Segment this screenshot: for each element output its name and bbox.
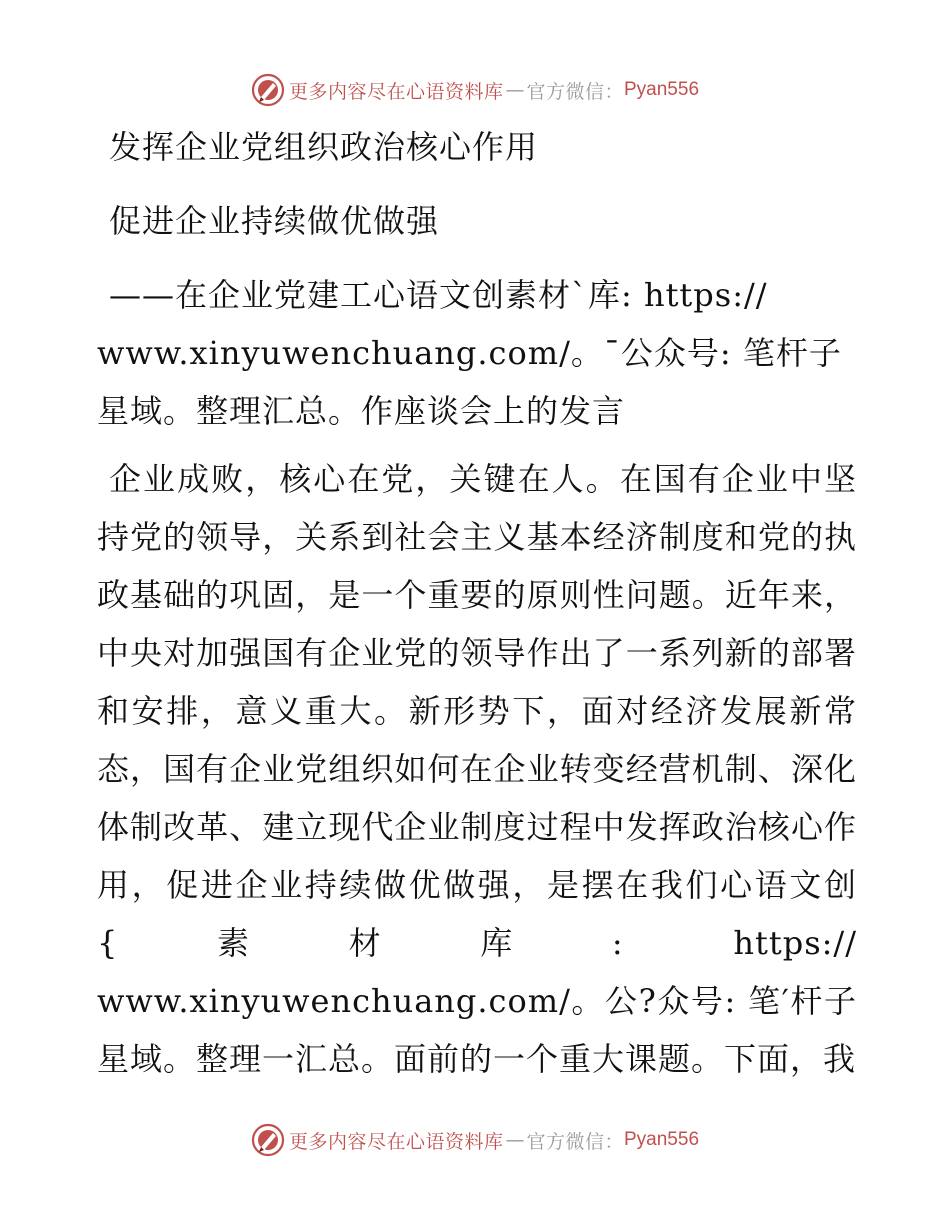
document-paragraph: 企业成败，核心在党，关键在人。在国有企业中坚持党的领导，关系到社会主义基本经济制度和党的执政基础的巩固，是一个重要的原则性问题。近年来，中央对加强国有企业党的领导作出了一系列新的部署和安排，意义重大。新形势下，面对经济发展新常态，国有企业党组织如何在企业转变经营机制、深化体制改革、建立现代企业制度过程中发挥政治核心作用，促进企业持续做优做强，是摆在我们心语文创{素材库: https:// www.xinyuwenchuang.com/。公?众号: 笔′杆子星域。整理一汇总。面前的一个重大课题。下面，我 [97, 460, 857, 1078]
footer-banner [0, 1120, 950, 1160]
banner-text: 更多内容尽在心语资料库 [288, 1130, 504, 1153]
banner-wechat-id: Pyan556 [624, 1129, 700, 1150]
document-subtitle: ——在企业党建工心语文创素材`库: https:// www.xinyuwenchuang.com/。¯公众号: 笔杆子星域。整理汇总。作座谈会上的发言 [97, 276, 842, 430]
banner-dash: — [505, 79, 525, 101]
banner-label: 官方微信： [526, 80, 624, 103]
banner-label: 官方微信： [526, 1130, 624, 1153]
pen-nib-logo-icon [251, 73, 285, 107]
document-body [97, 118, 857, 1088]
document-title-line-2: 促进企业持续做优做强 [109, 202, 440, 240]
banner-text: 更多内容尽在心语资料库 [288, 80, 504, 103]
header-banner [0, 70, 950, 110]
banner-wechat-id: Pyan556 [624, 79, 700, 100]
banner-dash: — [505, 1129, 525, 1151]
document-title-line-1: 发挥企业党组织政治核心作用 [109, 128, 539, 166]
pen-nib-logo-icon [251, 1123, 285, 1157]
